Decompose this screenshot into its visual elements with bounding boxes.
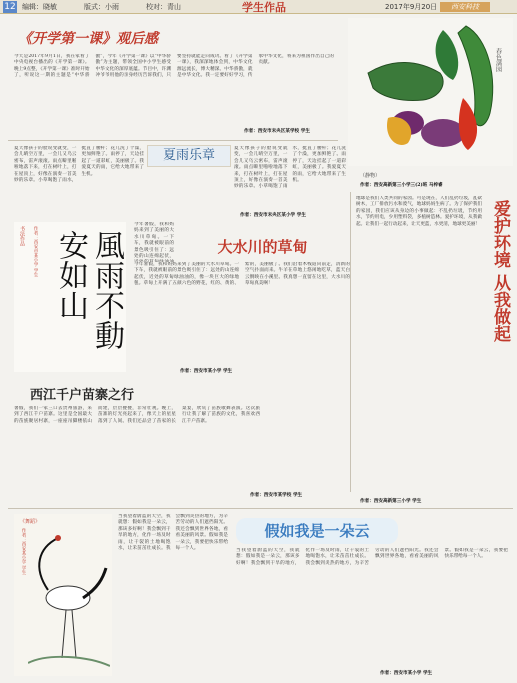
article4-body: 暑假，我们一家三口去贵州旅游，来到了西江千户苗寨。这里是全国最大的苗族聚居村寨，一座座吊脚楼依山而建，层层叠叠，非常壮观。晚上，苗寨的灯光亮起来了，像天上的星星落到了人间。我们还品尝了苗家的长桌宴，欣赏了苗族歌舞表演。这次旅行让我了解了苗族的文化，我喜欢西江千户苗寨。 — [14, 406, 260, 424]
article3-author: 作者：西安市某小学 学生 — [180, 369, 233, 374]
article1-author: 作者：西安市未央区某学校 学生 — [244, 129, 310, 134]
crane-painting-image — [28, 528, 110, 672]
painting-vegetables — [348, 18, 513, 166]
painting2-author: 作者：西安某小学 学生 — [21, 528, 26, 575]
article5-title: 爱护环境 从我做起 — [490, 200, 510, 342]
article1-body: 今天是2017年9月1日，我在家看了中央电视台播出的《开学第一课》。晚上9点整，《开学第一课》准时开始了，听说这一期的主题是“中华骄傲”，今年《开学第一课》以“中华骄傲”为主题，带领全国中小学生感受中华文化的深厚底蕴。节目中，许渊冲爷爷用他的亲身经历告诉我们，只要坚持就能走向成功。看了《开学第一课》，我深深地体会到，中华文化源远流长，博大精深。中华骄傲，就是中华文化。我一定要好好学习，传承中华文化，将来为祖国作出自己的贡献。 — [14, 54, 334, 79]
article2-body-left: 夏天像孩子的脸说变就变，一会儿晴空万里，一会儿又乌云密布，雷声滚滚。雨点噼里啪啦地落下来，打在树叶上，打在屋顶上，好像在演奏一首美妙的乐章。小草喝饱了雨水，挺直了腰杆；花儿洗了个澡，更加鲜艳了。雨停了，天边挂起了一道彩虹，美丽极了。我爱夏天的雨，它给大地带来了生机。 — [14, 146, 144, 184]
article6-body-right: 当我望着蔚蓝的天空，我就想：假如我是一朵云，那该多好啊！我会飘到干旱的地方，化作一场及时雨，让干裂的土地喝饱水，让禾苗茁壮成长。我会飘到炎热的地方，为辛苦劳动的人们遮挡阳光。我还会飘到世界各地，看看美丽的风景。假如我是一朵云，我要把快乐带给每一个人。 — [236, 548, 508, 566]
painting1-caption: （静物） — [360, 173, 381, 179]
article2-body-right: 夏天像孩子的脸说变就变，一会儿晴空万里，一会儿又乌云密布，雷声滚滚。雨点噼里啪啦地落下来，打在树叶上，打在屋顶上，好像在演奏一首美妙的乐章。小草喝饱了雨水，挺直了腰杆；花儿洗了个澡，更加鲜艳了。雨停了，天边挂起了一道彩虹，美丽极了。我爱夏天的雨，它给大地带来了生机。 — [234, 146, 346, 190]
vegetable-painting-image — [348, 18, 513, 166]
calligraphy-author: 作者：西安市某小学 学生 — [33, 226, 38, 277]
section-title: 学生作品 — [242, 1, 286, 14]
layout-credit: 版式：小雨 — [84, 3, 119, 11]
column-divider — [350, 192, 351, 492]
page-number: 12 — [4, 2, 16, 12]
divider — [8, 508, 513, 509]
svg-text:春色满园: 春色满园 — [494, 48, 502, 72]
calligraphy-work — [14, 222, 126, 372]
issue-date: 2017年9月20日 — [385, 3, 438, 11]
painting1-author: 作者：西安高新第三小学三(2)班 马梓睿 — [360, 183, 443, 188]
article2-title: 夏雨乐章 — [148, 146, 230, 166]
painting-crane — [14, 514, 112, 676]
painting2-caption: 《舞蹈》 — [20, 519, 41, 525]
calligraphy-label: 书法作品 — [19, 226, 25, 246]
article4-author: 作者：西安市某学校 学生 — [250, 493, 303, 498]
article3-body: 今年暑假，我和妈妈来到了美丽的大水川草甸。一下车，我就被眼前的景色吸引住了：远处的山连绵起伏，近处的草甸绿油油的，像一块巨大的绿地毯。草甸上开满了五颜六色的野花，红的、黄的、紫的，美丽极了。我们沿着木栈道向前走，清新的空气扑面而来。牛羊在草地上悠闲地吃草，蓝天白云倒映在小溪里。我真想一直留在这里，大水川的草甸真美啊！ — [134, 262, 350, 287]
article2-author: 作者：西安市未央区某小学 学生 — [240, 213, 306, 218]
article5-author: 作者：西安高新第三小学 学生 — [360, 499, 422, 504]
article6-body-left: 当我望着蔚蓝的天空，我就想：假如我是一朵云，那该多好啊！我会飘到干旱的地方，化作一场及时雨，让干裂的土地喝饱水，让禾苗茁壮成长。我会飘到炎热的地方，为辛苦劳动的人们遮挡阳光。我还会飘到世界各地，看看美丽的风景。假如我是一朵云，我要把快乐带给每一个人。 — [118, 514, 228, 552]
article6-title: 假如我是一朵云 — [236, 518, 398, 544]
article4-title: 西江千户苗寨之行 — [30, 388, 135, 403]
article3-intro: 今年暑假，我和妈妈来到了美丽的大水川草甸。一下车，我就被眼前的景色吸引住了：远处的山连绵起伏， — [134, 222, 174, 260]
divider — [8, 140, 338, 141]
proof-credit: 校对：青山 — [146, 3, 181, 11]
article5-body: 地球是我们人类共同的家园。可是现在，人们乱扔垃圾，乱砍树木，工厂排放污水和废气，地球妈妈生病了。为了保护我们的家园，我们应该从身边的小事做起：不乱扔垃圾，节约用水，节约用电，少用塑料袋，多植树造林。爱护环境，从我做起。让我们一起行动起来，让天更蓝，水更清，地球更美丽！ — [356, 196, 482, 227]
editor-credit: 编辑：晓敏 — [22, 3, 57, 11]
article3-title: 大水川的草甸 — [217, 238, 308, 256]
article6-author: 作者：西安市某小学 学生 — [380, 671, 433, 676]
article1-title: 《开学第一课》观后感 — [18, 31, 158, 47]
calligraphy-text: 風雨不動安如山 — [53, 230, 124, 350]
newspaper-brand: 西安科技 — [440, 2, 490, 12]
